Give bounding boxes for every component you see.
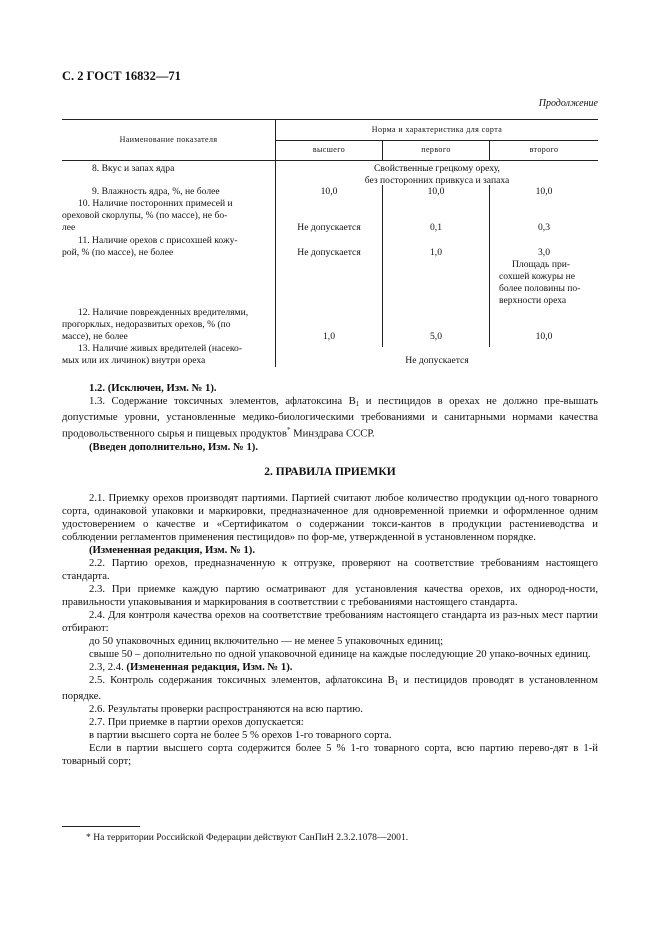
cell-value: 1,0 [323, 331, 335, 342]
paragraph-2-4-b: свыше 50 – дополнительно по одной упаковочной единице на каждые последующие 20 упако-вочных единиц. [89, 648, 591, 660]
column-header-name: Наименование показателя [119, 135, 218, 144]
section-title: 2. ПРАВИЛА ПРИЕМКИ [264, 466, 396, 478]
paragraph-2-5 [62, 674, 598, 703]
quality-table [62, 119, 598, 367]
cell-note: более половины по- [499, 283, 581, 294]
row-name: массе), не более [62, 331, 128, 342]
footnote [62, 832, 598, 843]
row-name: 11. Наличие орехов с присохшей кожу- [78, 235, 238, 246]
paragraph-1-3-part: 1.3. Содержание токсичных элементов, афлатоксина B [89, 395, 356, 407]
row-name: рой, % (по массе), не более [62, 247, 174, 258]
paragraph-2-7-b: Если в партии высшего сорта содержится более 5 % 1-го товарного сорта, всю партию перево-дят в 1-й товарный сорт; [62, 742, 598, 767]
paragraph-2-1: 2.1. Приемку орехов производят партиями. Партией считают любое количество продукции од-ного товарного сорта, одинаковой упаковки и маркировки, предназначенное для одновременной приемки и оформленное одним удостоверением о качестве и «Сертификатом о содержании токси-кантов в продукции растениеводства и соблюдении регламентов применения пестицидов» по фор-ме, утвержденной в установленном порядке. [62, 492, 598, 543]
footnote-mark: * [286, 426, 291, 434]
cell-value: 0,3 [538, 222, 550, 233]
paragraph-part: 2.5. Контроль содержания токсичных элементов, афлатоксина B [89, 674, 395, 686]
cell-value: Не допускается [297, 222, 361, 233]
cell-value: 10,0 [535, 331, 553, 342]
cell-note: Площадь при- [512, 259, 571, 270]
table-header-bottom-border [62, 160, 598, 161]
table-grade-separator [275, 140, 598, 141]
row-name: ореховой скорлупы, % (по массе), не бо- [62, 210, 228, 221]
row-name: прогорклых, недоразвитых орехов, % (по [62, 319, 231, 330]
row-name: 8. Вкус и запах ядра [92, 163, 175, 174]
cell-value: 3,0 [538, 247, 550, 258]
row-name: 9. Влажность ядра, %, не более [92, 186, 220, 197]
paragraph-2-3: 2.3. При приемке каждую партию осматривают для установления качества орехов, их однород-ности, правильности упаковывания и маркирования в соответствии с требованиями настоящего стандарта. [62, 583, 598, 608]
paragraph-1-3-note: (Введен дополнительно, Изм. № 1). [89, 440, 259, 453]
cell-value: Не допускается [297, 247, 361, 258]
paragraph-2-3-2-4 [62, 661, 598, 674]
page-header: С. 2 ГОСТ 16832—71 [62, 69, 181, 83]
footnote-divider [62, 826, 140, 827]
row-merged-value: без посторонних привкуса и запаха [364, 175, 510, 186]
subscript: 1 [355, 400, 360, 408]
paragraph-2-7-a: в партии высшего сорта не более 5 % орехов 1-го товарного сорта. [89, 729, 392, 741]
grade-first: первого [421, 145, 451, 154]
cell-value: 10,0 [535, 186, 553, 197]
cell-value: 1,0 [430, 247, 442, 258]
paragraph-part: и пестицидов проводят в установленном порядке. [62, 674, 599, 702]
paragraph-1-2: 1.2. (Исключен, Изм. № 1). [89, 382, 217, 394]
row-name: лее [62, 222, 76, 233]
paragraph-2-4-a: до 50 упаковочных единиц включительно — не менее 5 упаковочных единиц; [89, 635, 444, 647]
paragraph-2-2: 2.2. Партию орехов, предназначенную к отгрузке, проверяют на соответствие требованиям настоящего стандарта. [62, 557, 598, 582]
paragraph-2-6: 2.6. Результаты проверки распространяются на всю партию. [89, 703, 363, 715]
column-header-norm: Норма и характеристика для сорта [371, 125, 503, 134]
row-name: 13. Наличие живых вредителей (насеко- [78, 343, 243, 354]
section-2-paragraphs [62, 492, 598, 768]
cell-note: сохшей кожуры не [499, 271, 575, 282]
paragraph-2-4: 2.4. Для контроля качества орехов на соответствие требованиям настоящего стандарта из раз-ных мест партии отбирают: [62, 609, 598, 634]
continuation-label: Продолжение [538, 98, 598, 109]
row-name: мых или их личинок) внутри ореха [62, 355, 206, 366]
row-merged-value: Свойственные грецкому ореху, [374, 163, 500, 174]
table-top-border [62, 119, 598, 120]
cell-value: 10,0 [427, 186, 445, 197]
cell-note: верхности ореха [499, 295, 567, 306]
grade-second: второго [529, 145, 559, 154]
row-merged-value: Не допускается [405, 355, 469, 366]
cell-value: 10,0 [320, 186, 338, 197]
section-1-paragraphs [62, 382, 598, 454]
table-vline-second-body [489, 185, 490, 347]
paragraph-2-1-note: (Измененная редакция, Изм. № 1). [89, 544, 256, 556]
row-name: 10. Наличие посторонних примесей и [78, 198, 233, 209]
paragraph-1-3 [62, 395, 598, 441]
paragraph-2-7: 2.7. При приемке в партии орехов допускается: [89, 716, 304, 728]
cell-value: 5,0 [430, 331, 442, 342]
paragraph-1-3-part: и пестицидов в орехах не должно пре-вышать допустимые уровни, установленные медико-биологическими требованиями и санитарными нормами качества продовольственного сырья и пищевых продуктов [62, 395, 598, 440]
footnote-text: * На территории Российской Федерации действуют СанПиН 2.3.2.1078—2001. [86, 832, 409, 843]
cell-value: 0,1 [430, 222, 442, 233]
grade-top: высшего [312, 145, 346, 154]
table-vline-first-body [382, 185, 383, 347]
row-name: 12. Наличие поврежденных вредителями, [78, 307, 249, 318]
paragraph-part: (Измененная редакция, Изм. № 1). [126, 661, 293, 673]
paragraph-1-3-part: Минздрава СССР. [290, 427, 375, 440]
table-vline-name [275, 119, 276, 367]
paragraph-part: 2.3, 2.4. [89, 661, 127, 673]
subscript: 1 [394, 679, 399, 687]
